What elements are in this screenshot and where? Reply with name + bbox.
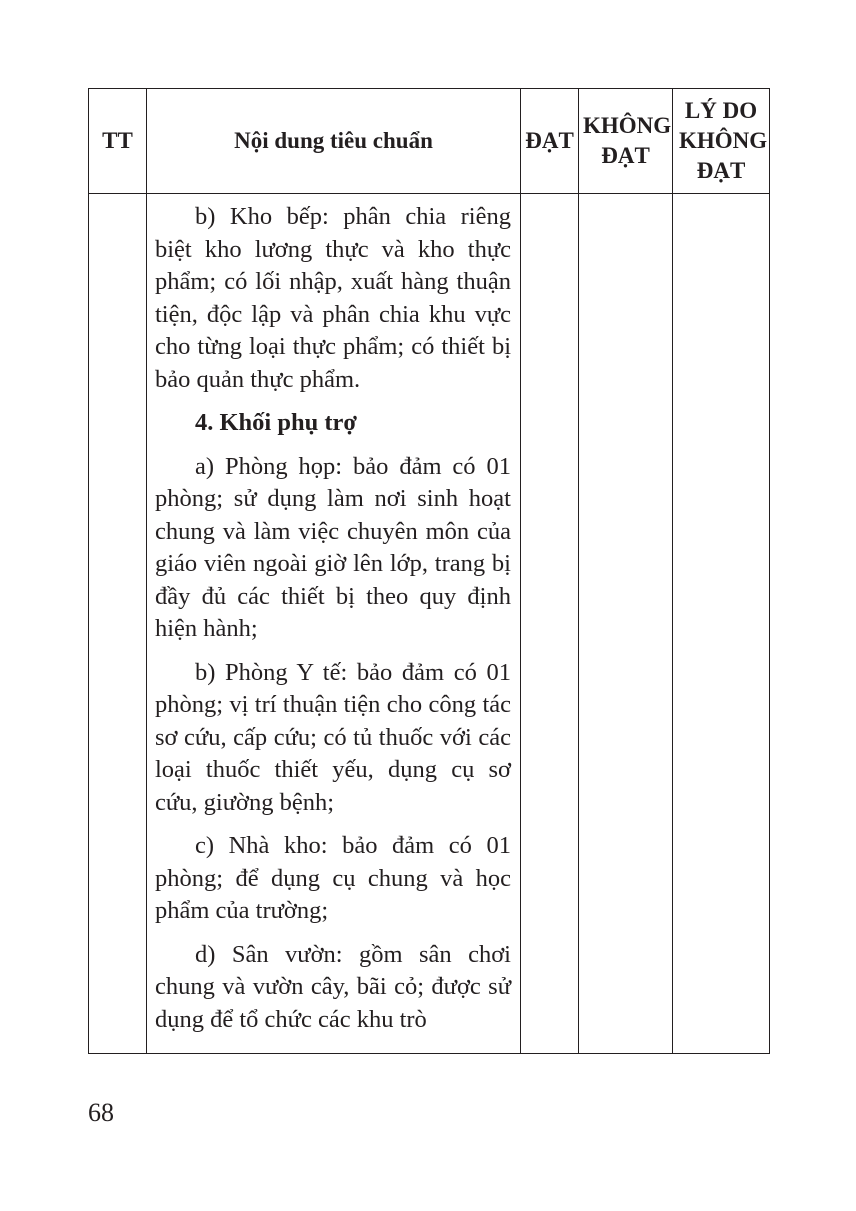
section-heading: 4. Khối phụ trợ [195, 409, 357, 436]
reason-cell [673, 194, 770, 1054]
table-header-row [89, 89, 770, 194]
header-fail: KHÔNG ĐẠT [579, 89, 673, 194]
header-pass: ĐẠT [521, 89, 579, 194]
page-number: 68 [88, 1098, 114, 1127]
paragraph-phong-y-te: b) Phòng Y tế: bảo đảm có 01 phòng; vị trí thuận tiện cho công tác sơ cứu, cấp cứu; có tủ thuốc với các loại thuốc thiết yếu, dụng cụ sơ cứu, giường bệnh; [155, 658, 511, 816]
paragraph-nha-kho: c) Nhà kho: bảo đảm có 01 phòng; để dụng cụ chung và học phẩm của trường; [155, 832, 511, 924]
fail-cell [579, 194, 673, 1054]
criteria-table [88, 88, 770, 1054]
paragraph-san-vuon: d) Sân vườn: gồm sân chơi chung và vườn cây, bãi cỏ; được sử dụng để tổ chức các khu trò [155, 940, 511, 1033]
table-row [89, 194, 770, 1054]
paragraph-kho-bep: b) Kho bếp: phân chia riêng biệt kho lương thực và kho thực phẩm; có lối nhập, xuất hàng thuận tiện, độc lập và phân chia khu vực cho từng loại thực phẩm; có thiết bị bảo quản thực phẩm. [155, 203, 511, 393]
tt-cell [89, 194, 147, 1054]
header-content: Nội dung tiêu chuẩn [147, 89, 521, 194]
content-cell [147, 194, 521, 1054]
header-reason: LÝ DO KHÔNG ĐẠT [673, 89, 770, 194]
paragraph-phong-hop: a) Phòng họp: bảo đảm có 01 phòng; sử dụng làm nơi sinh hoạt chung và làm việc chuyên môn của giáo viên ngoài giờ lên lớp, trang bị đầy đủ các thiết bị theo quy định hiện hành; [155, 452, 511, 642]
header-tt: TT [89, 89, 147, 194]
pass-cell [521, 194, 579, 1054]
